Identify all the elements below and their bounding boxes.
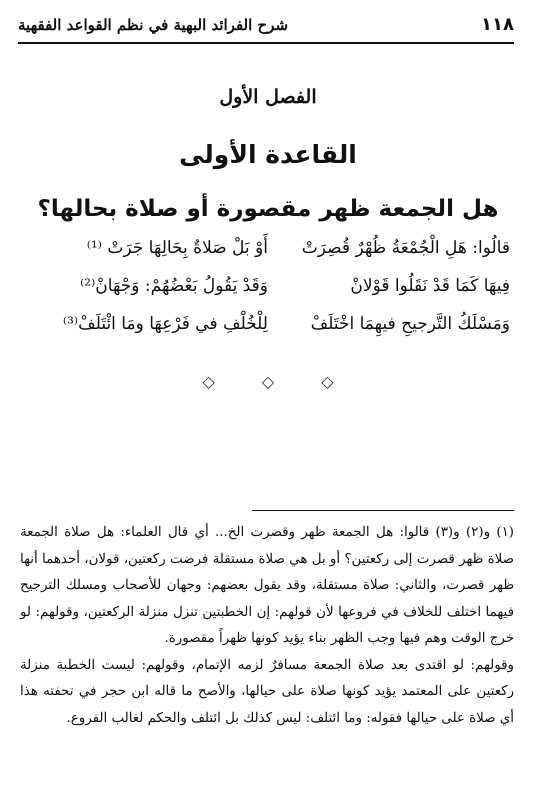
diamond-ornament-icon: ◇ — [202, 372, 215, 391]
verse-second-hemistich: لِلْخُلْفِ في فَرْعِهَا ومَا ائْتَلَفْ⁽³⁾ — [62, 314, 268, 334]
poem-verse — [28, 276, 510, 314]
question-heading: هل الجمعة ظهر مقصورة أو صلاة بحالها؟ — [37, 196, 499, 222]
verse-second-hemistich: أَوْ بَلْ صَلاةٌ بِحَالِهَا جَرَتْ ⁽¹⁾ — [86, 238, 268, 258]
footnote-paragraph: (١) و(٢) و(٣) قالوا: هل الجمعة ظهر وقصرت الخ... أي قال العلماء: هل صلاة الجمعة صلاة ظهر قصرت إلى ركعتين؟ أو بل هي صلاة مستقلة فرضت ركعتين، قولان، أحدهما أنها ظهر قصرت، والثاني: صلاة مستقلة، وقد يقول بعضهم: وجهان للأصحاب ومسلك الترجيح فيهما اختلف للخلاف في فروعها لأن قولهم: إن الخطبتين تنزل منزلة الركعتين، وقولهم: لو خرج الوقت وهم فيها وجب الظهر بناء يؤيد كونها ظهراً مقصورة. — [20, 525, 515, 646]
page-number: ١١٨ — [481, 14, 514, 35]
diamond-ornament-icon: ◇ — [261, 372, 275, 391]
verse-second-hemistich: وَقَدْ يَقُولُ بَعْضُهُمْ: وَجْهَانْ⁽²⁾ — [80, 276, 268, 296]
footnote-paragraph: وقولهم: لو اقتدى بعد صلاة الجمعة مسافرٌ لزمه الإتمام، وقولهم: ليست الخطبة منزلة ركعتين على المعتمد يؤيد كونها صلاة على حيالها، والأصح ما قاله ابن حجر في تحفته هذا أي صلاة على حيالها فقوله: وما ائتلف: ليس كذلك بل ائتلف والحكم لغالب الفروع. — [20, 657, 514, 726]
footnotes — [20, 520, 514, 732]
poem-verse — [28, 314, 510, 352]
footnote-rule — [252, 510, 514, 511]
diamond-ornament-icon: ◇ — [321, 372, 334, 391]
poem — [28, 238, 510, 352]
page-header — [18, 14, 514, 44]
verse-first-hemistich: قالُوا: هَلِ الْجُمْعَةُ ظُهْرٌ قُصِرَتْ — [301, 238, 510, 258]
verse-first-hemistich: وَمَسْلَكُ التَّرجيحِ فيهِمَا اخْتَلَفْ — [310, 314, 510, 334]
chapter-heading: الفصل الأول — [219, 86, 317, 108]
poem-verse — [28, 238, 510, 276]
section-separator — [0, 372, 536, 391]
running-title: شرح الفرائد البهية في نظم القواعد الفقهية — [18, 16, 289, 34]
header-rule — [18, 42, 514, 44]
rule-title: القاعدة الأولى — [179, 140, 357, 169]
verse-first-hemistich: فِيهَا كَمَا قَدْ نَقَلُوا قَوْلانْ — [350, 276, 510, 296]
